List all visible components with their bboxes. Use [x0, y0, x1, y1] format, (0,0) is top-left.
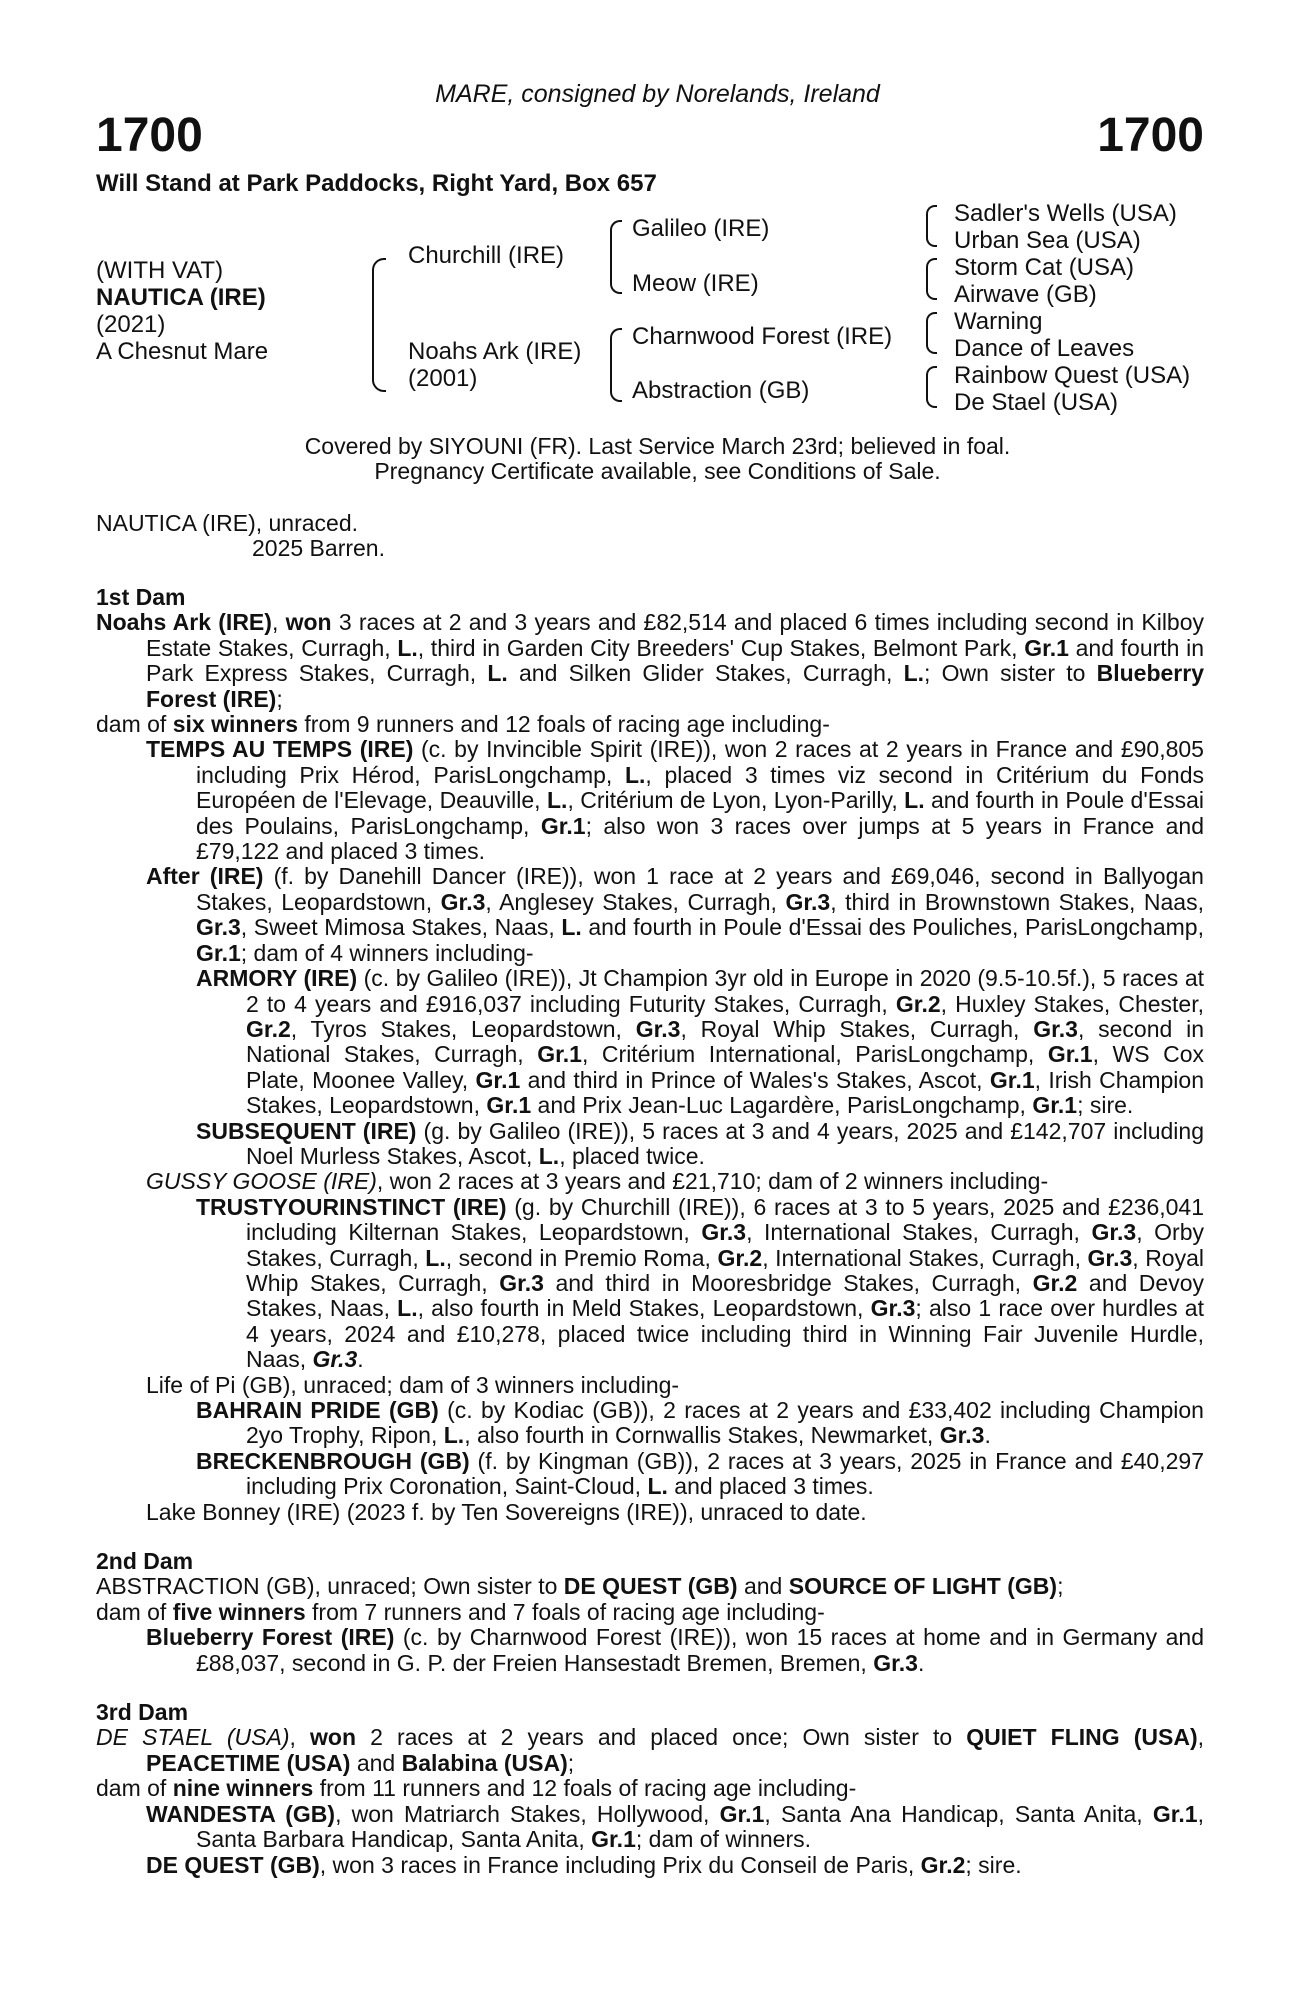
produce-entry: ARMORY (IRE) (c. by Galileo (IRE)), Jt Champion 3yr old in Europe in 2020 (9.5-10.5f.), 5 races at 2 to 4 years and £916,037 including Futurity Stakes, Curragh, Gr.2, Huxley Stakes, Chester, Gr.2, Tyros Stakes, Leopardstown, Gr.3, Royal Whip Stakes, Curragh, Gr.3, second in National Stakes, Curragh, Gr.1, Critérium International, ParisLongchamp, Gr.1, WS Cox Plate, Moonee Valley, Gr.1 and third in Prince of Wales's Stakes, Ascot, Gr.1, Irish Champion Stakes, Leopardstown, Gr.1 and Prix Jean-Luc Lagardère, ParisLongchamp, Gr.1; sire.: [196, 965, 1205, 1119]
produce-entry: Blueberry Forest (IRE) (c. by Charnwood Forest (IRE)), won 15 races at home and in Germany and £88,037, second in G. P. der Freien Hansestadt Bremen, Bremen, Gr.3.: [146, 1624, 1204, 1676]
produce-line-2025: 2025 Barren.: [252, 535, 385, 561]
dam-entry: Noahs Ark (IRE), won 3 races at 2 and 3 years and £82,514 and placed 6 times including second in Kilboy Estate Stakes, Curragh, L., third in Garden City Breeders' Cup Stakes, Belmont Park, Gr.1 and fourth in Park Express Stakes, Curragh, L. and Silken Glider Stakes, Curragh, L.; Own sister to Blueberry Forest (IRE);: [96, 609, 1205, 712]
produce-entry: WANDESTA (GB), won Matriarch Stakes, Hollywood, Gr.1, Santa Ana Handicap, Santa Anita, Gr.1, Santa Barbara Handicap, Santa Anita, Gr.1; dam of winners.: [146, 1800, 1204, 1853]
produce-entry: DE QUEST (GB), won 3 races in France including Prix du Conseil de Paris, Gr.2; sire.: [146, 1851, 1022, 1878]
dam-dam: Abstraction (GB): [632, 377, 810, 404]
produce-entry: After (IRE) (f. by Danehill Dancer (IRE)), won 1 race at 2 years and £69,046, second in Ballyogan Stakes, Leopardstown, Gr.3, Anglesey Stakes, Curragh, Gr.3, third in Brownstown Stakes, Naas, Gr.3, Sweet Mimosa Stakes, Naas, L. and fourth in Poule d'Essai des Pouliches, ParisLongchamp, Gr.1; dam of 4 winners including-: [146, 863, 1204, 966]
gg-urban-sea: Urban Sea (USA): [954, 227, 1141, 254]
pedigree-brace-dam: [610, 328, 622, 402]
section-heading-1st-dam: 1st Dam: [96, 584, 186, 610]
pedigree-brace-gg4: [926, 366, 937, 408]
lot-number-right: 1700: [1097, 109, 1204, 162]
gg-airwave: Airwave (GB): [954, 281, 1097, 308]
section-heading-3rd-dam: 3rd Dam: [96, 1699, 189, 1726]
second-dam-summary: dam of five winners from 7 runners and 7 foals of racing age including-: [96, 1598, 825, 1625]
dam-sire: Charnwood Forest (IRE): [632, 323, 893, 350]
horse-year: (2021): [96, 311, 166, 338]
sire-sire: Galileo (IRE): [632, 215, 770, 242]
gg-dance-of-leaves: Dance of Leaves: [954, 335, 1135, 362]
produce-entry: TEMPS AU TEMPS (IRE) (c. by Invincible Spirit (IRE)), won 2 races at 2 years in France and £90,805 including Prix Hérod, ParisLongchamp, L., placed 3 times viz second in Critérium du Fonds Européen de l'Elevage, Deauville, L., Critérium de Lyon, Lyon-Parilly, L. and fourth in Poule d'Essai des Poulains, ParisLongchamp, Gr.1; also won 3 races over jumps at 5 years in France and £79,122 and placed 3 times.: [146, 736, 1205, 865]
dam-name: Noahs Ark (IRE): [408, 338, 582, 365]
horse-description: A Chesnut Mare: [96, 338, 269, 365]
sire-name: Churchill (IRE): [408, 242, 565, 269]
produce-entry: TRUSTYOURINSTINCT (IRE) (g. by Churchill (IRE)), 6 races at 3 to 5 years, 2025 and £236,041 including Kilternan Stakes, Leopardstown, Gr.3, International Stakes, Curragh, Gr.3, Orby Stakes, Curragh, L., second in Premio Roma, Gr.2, International Stakes, Curragh, Gr.3, Royal Whip Stakes, Curragh, Gr.3 and third in Mooresbridge Stakes, Curragh, Gr.2 and Devoy Stakes, Naas, L., also fourth in Meld Stakes, Leopardstown, Gr.3; also 1 race over hurdles at 4 years, 2024 and £10,278, placed twice including third in Winning Fair Juvenile Hurdle, Naas, Gr.3.: [196, 1193, 1204, 1373]
produce-entry: SUBSEQUENT (IRE) (g. by Galileo (IRE)), 5 races at 3 and 4 years, 2025 and £142,707 including Noel Murless Stakes, Ascot, L., placed twice.: [196, 1117, 1205, 1169]
produce-entry: GUSSY GOOSE (IRE), won 2 races at 3 years and £21,710; dam of 2 winners including-: [146, 1168, 1049, 1195]
vat-label: (WITH VAT): [96, 257, 224, 284]
gg-sadlers-wells: Sadler's Wells (USA): [954, 200, 1177, 227]
produce-entry: BRECKENBROUGH (GB) (f. by Kingman (GB)), 2 races at 3 years, 2025 in France and £40,297 including Prix Coronation, Saint-Cloud, L. and placed 3 times.: [196, 1447, 1204, 1500]
catalogue-body: [96, 585, 1204, 1878]
sire-dam: Meow (IRE): [632, 270, 759, 297]
produce-entry: Life of Pi (GB), unraced; dam of 3 winners including-: [146, 1371, 680, 1398]
pregnancy-line: Pregnancy Certificate available, see Conditions of Sale.: [374, 458, 941, 484]
second-dam-entry: ABSTRACTION (GB), unraced; Own sister to DE QUEST (GB) and SOURCE OF LIGHT (GB);: [96, 1573, 1064, 1600]
gg-de-stael: De Stael (USA): [954, 389, 1119, 416]
gg-rainbow-quest: Rainbow Quest (USA): [954, 362, 1191, 389]
gg-storm-cat: Storm Cat (USA): [954, 254, 1135, 281]
consignor-line: MARE, consigned by Norelands, Ireland: [435, 80, 880, 108]
lot-number-left: 1700: [96, 109, 203, 162]
produce-entry: BAHRAIN PRIDE (GB) (c. by Kodiac (GB)), 2 races at 2 years and £33,402 including Champion 2yo Trophy, Ripon, L., also fourth in Cornwallis Stakes, Newmarket, Gr.3.: [196, 1397, 1204, 1449]
pedigree-brace-gg3: [926, 312, 937, 354]
section-heading-2nd-dam: 2nd Dam: [96, 1548, 194, 1575]
pedigree-brace-gg1: [926, 205, 937, 247]
pedigree-brace-sire: [610, 220, 622, 294]
horse-name: NAUTICA (IRE): [96, 284, 266, 311]
pedigree-brace-main: [372, 258, 386, 392]
produce-entry: Lake Bonney (IRE) (2023 f. by Ten Sovereigns (IRE)), unraced to date.: [146, 1498, 867, 1525]
produce-line: NAUTICA (IRE), unraced.: [96, 510, 359, 536]
gg-warning: Warning: [954, 308, 1043, 335]
stand-location: Will Stand at Park Paddocks, Right Yard, Box 657: [96, 170, 657, 197]
covered-line: Covered by SIYOUNI (FR). Last Service March 23rd; believed in foal.: [304, 433, 1011, 459]
dam-year: (2001): [408, 365, 478, 392]
third-dam-entry: DE STAEL (USA), won 2 races at 2 years and placed once; Own sister to QUIET FLING (USA), PEACETIME (USA) and Balabina (USA);: [96, 1724, 1204, 1776]
dam-summary: dam of six winners from 9 runners and 12 foals of racing age including-: [96, 711, 830, 738]
third-dam-summary: dam of nine winners from 11 runners and 12 foals of racing age including-: [96, 1775, 857, 1802]
pedigree-brace-gg2: [926, 258, 937, 300]
